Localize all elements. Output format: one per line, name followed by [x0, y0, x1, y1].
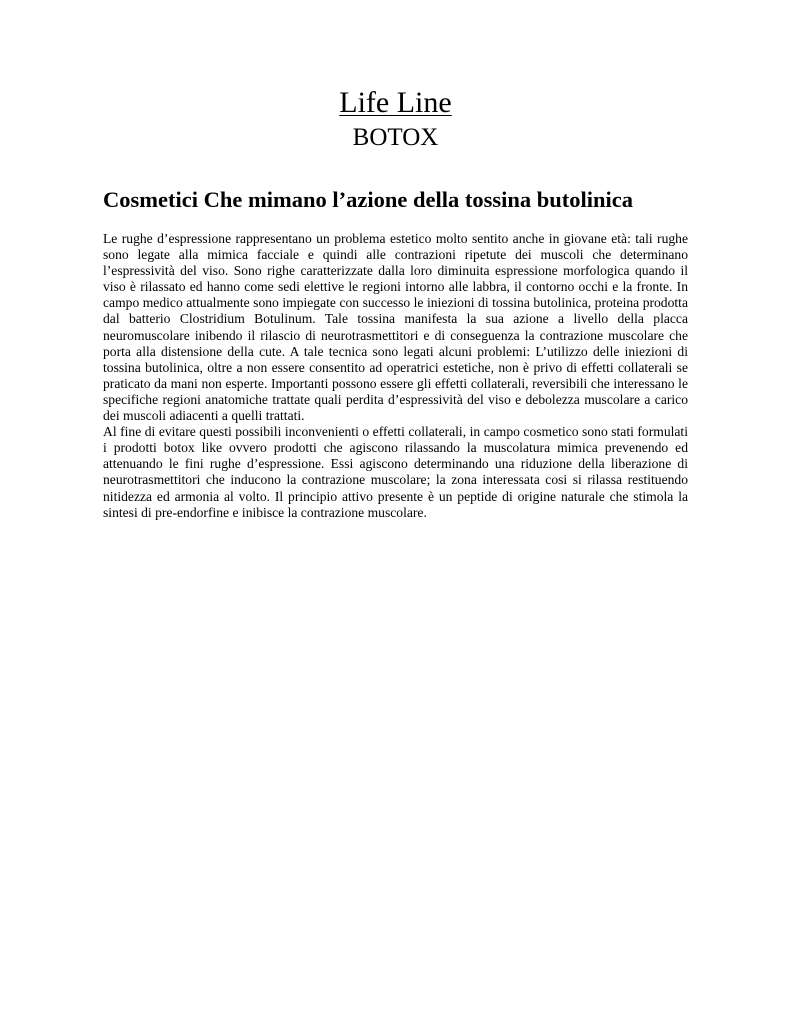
section-heading: Cosmetici Che mimano l’azione della tossina butolinica [103, 187, 633, 212]
paragraph-2: Al fine di evitare questi possibili inconvenienti o effetti collaterali, in campo cosmetico sono stati formulati i prodotti botox like ovvero prodotti che agiscono rilassando la muscolatura mimica prevenendo ed attenuando le fini rughe d’espressione. Essi agiscono determinando una riduzione della liberazione di neurotrasmettitori che inducono la contrazione muscolare; la zona interessata cosi si rilassa restituendo nitidezza ed armonia al volto. Il principio attivo presente è un peptide di origine naturale che stimola la sintesi di pre-endorfine e inibisce la contrazione muscolare. [103, 424, 688, 520]
document-subtitle: BOTOX [352, 124, 439, 151]
document-title: Life Line [339, 86, 452, 119]
paragraph-1: Le rughe d’espressione rappresentano un problema estetico molto sentito anche in giovane età: tali rughe sono legate alla mimica facciale e quindi alle contrazioni ripetute dei muscoli che determinano l’espressività del viso. Sono righe caratterizzate dalla loro diminuita espressione morfologica quando il viso è rilassato ed hanno come sedi elettive le regioni intorno alle labbra, il contorno occhi e la fronte. In campo medico attualmente sono impiegate con successo le iniezioni di tossina butolinica, proteina prodotta dal batterio Clostridium Botulinum. Tale tossina manifesta la sua azione a livello della placca neuromuscolare inibendo il rilascio di neurotrasmettitori e di conseguenza la contrazione muscolare che porta alla distensione della cute. A tale tecnica sono legati alcuni problemi: L’utilizzo delle iniezioni di tossina butolinica, oltre a non essere consentito ad operatrici estetiche, non è privo di effetti collaterali se praticato da mani non esperte. Importanti possono essere gli effetti collaterali, reversibili che interessano le specifiche regioni anatomiche trattate quali perdita d’espressività del viso e debolezza muscolare a carico dei muscoli adiacenti a quelli trattati. [103, 231, 688, 424]
body-text [103, 231, 688, 521]
